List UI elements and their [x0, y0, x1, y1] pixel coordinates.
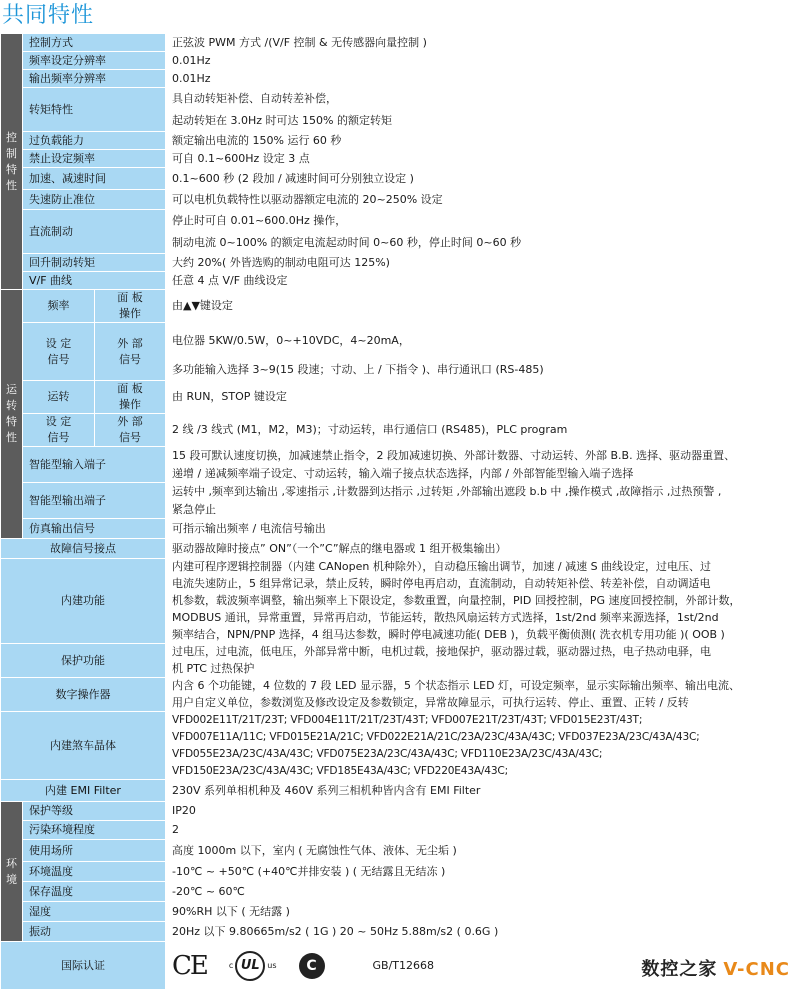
group-control	[1, 34, 23, 290]
row-label: V/F 曲线	[23, 272, 166, 290]
row-value: VFD007E11A/11C; VFD015E21A/21C; VFD022E21A/21C/23A/23C/43A/43C; VFD037E23A/23C/43A/43C;	[166, 729, 800, 746]
row-label: 保护等级	[23, 802, 166, 821]
c-tick-mark-icon: C	[299, 953, 325, 979]
row-value: 15 段可默认速度切换，加减速禁止指令，2 段加减速切换、外部计数器、寸动运转、外部 B.B. 选择、驱动器重置、	[166, 447, 800, 465]
row-label: 保存温度	[23, 882, 166, 902]
row-value: 内含 6 个功能键，4 位数的 7 段 LED 显示器，5 个状态指示 LED 灯，可设定频率，显示实际输出频率、输出电流、	[166, 678, 800, 695]
panel-label: 面 板 操作	[95, 381, 166, 414]
brand-watermark	[641, 955, 790, 981]
spec-table	[0, 33, 800, 990]
setting-signal-label: 设 定 信号	[23, 414, 95, 447]
row-value: 内建可程序逻辑控制器（内建 CANopen 机种除外），自动稳压输出调节，加速 / 减速 S 曲线设定，过电压、过	[166, 559, 800, 576]
group-environment-label: 环 境	[6, 856, 17, 886]
freq-panel-value: 由▲▼键设定	[166, 290, 800, 323]
row-label: 故障信号接点	[1, 539, 166, 559]
row-value: 具自动转矩补偿、自动转差补偿，	[166, 88, 800, 110]
row-value: 230V 系列单相机种及 460V 系列三相机种皆内含有 EMI Filter	[166, 780, 800, 802]
row-value: 0.01Hz	[166, 52, 800, 70]
row-value: 20Hz 以下 9.80665m/s2 ( 1G ) 20 ~ 50Hz 5.88m/s2 ( 0.6G )	[166, 922, 800, 942]
row-label: 输出频率分辨率	[23, 70, 166, 88]
run-label: 运转	[23, 381, 95, 414]
row-label: 过负载能力	[23, 132, 166, 150]
row-label: 数字操作器	[1, 678, 166, 712]
row-value: 任意 4 点 V/F 曲线设定	[166, 272, 800, 290]
page-title: 共同特性	[2, 3, 95, 28]
row-label: 转矩特性	[23, 88, 166, 132]
row-value: -20℃ ~ 60℃	[166, 882, 800, 902]
row-value: 运转中 ,频率到达输出 ,零速指示 ,计数器到达指示 ,过转矩 ,外部输出遮段 b.b 中 ,操作模式 ,故障指示 ,过热预警 ,	[166, 483, 800, 501]
row-label: 内建 EMI Filter	[1, 780, 166, 802]
en: V-CNC	[723, 959, 790, 980]
row-value: 机 PTC 过热保护	[166, 661, 800, 678]
row-label: 失速防止准位	[23, 190, 166, 210]
freq-external-value: 多功能输入选择 3~9(15 段速；寸动、上 / 下指令 )、串行通讯口 (RS-485)	[166, 359, 800, 381]
row-label: 智能型输出端子	[23, 483, 166, 519]
row-value: 0.01Hz	[166, 70, 800, 88]
freq-label: 频率	[23, 290, 95, 323]
row-label: 国际认证	[1, 942, 166, 990]
row-value: 停止时可自 0.01~600.0Hz 操作，	[166, 210, 800, 232]
row-label: 使用场所	[23, 840, 166, 862]
row-value: IP20	[166, 802, 800, 821]
run-panel-value: 由 RUN，STOP 键设定	[166, 381, 800, 414]
row-value: 额定输出电流的 150% 运行 60 秒	[166, 132, 800, 150]
row-value: 起动转矩在 3.0Hz 时可达 150% 的额定转矩	[166, 110, 800, 132]
row-label: 智能型输入端子	[23, 447, 166, 483]
row-value: 90%RH 以下 ( 无结露 )	[166, 902, 800, 922]
row-value: 正弦波 PWM 方式 /(V/F 控制 & 无传感器向量控制 )	[166, 34, 800, 52]
row-value: 递增 / 递减频率端子设定、寸动运转，输入端子接点状态选择，内部 / 外部智能型输入端子选择	[166, 465, 800, 483]
run-external-value: 2 线 /3 线式 (M1，M2，M3)；寸动运转，串行通信口 (RS485)，PLC program	[166, 414, 800, 447]
freq-external-value: 电位器 5KW/0.5W，0~+10VDC，4~20mA，	[166, 323, 800, 359]
cul-us-mark-icon	[229, 951, 277, 981]
row-value: VFD002E11T/21T/23T; VFD004E11T/21T/23T/43T; VFD007E21T/23T/43T; VFD015E23T/43T;	[166, 712, 800, 729]
group-environment	[1, 802, 23, 942]
ul: c	[228, 960, 234, 970]
group-operation-label: 运 转 特 性	[6, 383, 17, 444]
row-value: 机参数，载波频率调整，输出频率上下限设定，参数重置，向量控制，PID 回授控制，PG 速度回授控制，外部计数，	[166, 593, 800, 610]
row-value: -10℃ ~ +50℃ (+40℃并排安装 ) ( 无结露且无结冻 )	[166, 862, 800, 882]
gb-standard: GB/T12668	[372, 958, 435, 972]
row-label: 禁止设定频率	[23, 150, 166, 168]
row-label: 湿度	[23, 902, 166, 922]
row-value: 2	[166, 821, 800, 840]
row-label: 环境温度	[23, 862, 166, 882]
row-label: 仿真输出信号	[23, 519, 166, 539]
ring: UL	[235, 951, 265, 981]
group-operation	[1, 290, 23, 539]
row-value: 电流失速防止，5 组异常记录，禁止反转，瞬时停电再启动，直流制动，自动转矩补偿、转差补偿，自动调适电	[166, 576, 800, 593]
row-label: 振动	[23, 922, 166, 942]
row-value: 0.1~600 秒 (2 段加 / 减速时间可分别独立设定 )	[166, 168, 800, 190]
row-value: 大约 20%( 外皆选购的制动电阻可达 125%)	[166, 254, 800, 272]
row-label: 频率设定分辨率	[23, 52, 166, 70]
row-value: 可自 0.1~600Hz 设定 3 点	[166, 150, 800, 168]
row-label: 污染环境程度	[23, 821, 166, 840]
cn: 数控之家	[641, 959, 718, 980]
row-label: 保护功能	[1, 644, 166, 678]
row-value: 紧急停止	[166, 501, 800, 519]
row-value: 过电压，过电流，低电压，外部异常中断，电机过载，接地保护，驱动器过载，驱动器过热，电子热动电驿，电	[166, 644, 800, 661]
ce-mark-icon: CE	[172, 950, 207, 981]
row-label: 内建功能	[1, 559, 166, 644]
row-value: 高度 1000m 以下，室内 ( 无腐蚀性气体、液体、无尘垢 )	[166, 840, 800, 862]
row-label: 回升制动转矩	[23, 254, 166, 272]
row-value: VFD055E23A/23C/43A/43C; VFD075E23A/23C/43A/43C; VFD110E23A/23C/43A/43C;	[166, 746, 800, 763]
ul: us	[267, 960, 277, 970]
group-control-label: 控 制 特 性	[6, 130, 17, 192]
row-label: 控制方式	[23, 34, 166, 52]
row-value: 制动电流 0~100% 的额定电流起动时间 0~60 秒，停止时间 0~60 秒	[166, 232, 800, 254]
external-signal-label: 外 部 信号	[95, 323, 166, 381]
row-value: VFD150E23A/23C/43A/43C; VFD185E43A/43C; VFD220E43A/43C;	[166, 763, 800, 780]
setting-signal-label: 设 定 信号	[23, 323, 95, 381]
row-value: MODBUS 通讯，异常重置，异常再启动，节能运转，散热风扇运转方式选择，1st/2nd 频率来源选择，1st/2nd	[166, 610, 800, 627]
row-value: 用户自定义单位，参数浏览及修改设定及参数锁定，异常故障显示，可执行运转、停止、重置、正转 / 反转	[166, 695, 800, 712]
row-value: 可指示输出频率 / 电流信号输出	[166, 519, 800, 539]
row-label: 加速、减速时间	[23, 168, 166, 190]
row-value: 频率结合，NPN/PNP 选择，4 组马达参数，瞬时停电减速功能( DEB )，负载平衡侦测( 洗衣机专用功能 )( OOB )	[166, 627, 800, 644]
row-value: 可以电机负载特性以驱动器额定电流的 20~250% 设定	[166, 190, 800, 210]
row-label: 直流制动	[23, 210, 166, 254]
external-signal-label: 外 部 信号	[95, 414, 166, 447]
row-value: 驱动器故障时接点” ON”（一个”C”解点的继电器或 1 组开极集输出）	[166, 539, 800, 559]
row-label: 内建煞车晶体	[1, 712, 166, 780]
panel-label: 面 板 操作	[95, 290, 166, 323]
